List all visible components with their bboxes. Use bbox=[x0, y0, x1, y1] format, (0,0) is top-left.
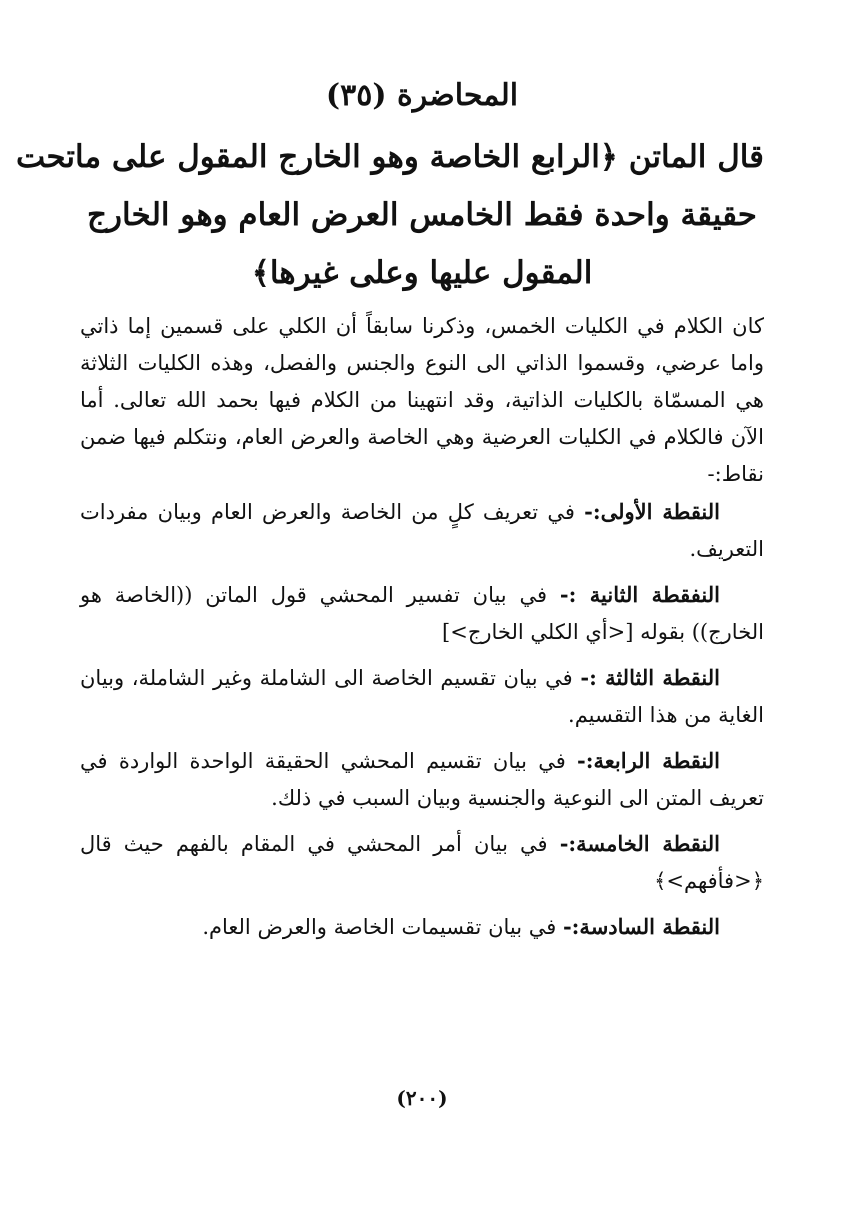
point-item-3 bbox=[80, 659, 764, 734]
point-label: النقطة الثالثة :- bbox=[580, 665, 720, 690]
matn-quote bbox=[15, 128, 764, 302]
point-text: في بيان تقسيم المحشي الحقيقة الواحدة الواردة في تعريف المتن الى النوعية والجنسية وبيان السبب في ذلك. bbox=[80, 749, 764, 810]
matn-line-2: حقيقة واحدة فقط الخامس العرض العام وهو الخارج bbox=[87, 197, 757, 233]
intro-paragraph: كان الكلام في الكليات الخمس، وذكرنا سابقاً أن الكلي على قسمين إما ذاتي واما عرضي، وقسموا الذاتي الى النوع والجنس والفصل، وهذه الكليات الثلاثة هي المسمّاة بالكليات الذاتية، وقد انتهينا من الكلام فيها بحمد الله تعالى. أما الآن فالكلام في الكليات العرضية وهي الخاصة والعرض العام، ونتكلم فيها ضمن نقاط:- bbox=[80, 314, 764, 486]
lecture-title: المحاضرة (٣٥) bbox=[325, 78, 519, 113]
points-list bbox=[80, 493, 764, 946]
point-item-5 bbox=[80, 825, 764, 900]
point-label: النفقطة الثانية :- bbox=[559, 582, 720, 607]
point-text: في تعريف كلٍ من الخاصة والعرض العام وبيان مفردات التعريف. bbox=[80, 500, 764, 561]
point-label: النقطة الأولى:- bbox=[584, 499, 721, 524]
page-number: (٢٠٠) bbox=[396, 1086, 448, 1110]
body-text bbox=[80, 308, 764, 493]
point-label: النقطة الرابعة:- bbox=[577, 748, 720, 773]
matn-line-1: قال الماتن ﴿الرابع الخاصة وهو الخارج المقول على ماتحت bbox=[15, 139, 764, 175]
point-text: في بيان تقسيم الخاصة الى الشاملة وغير الشاملة، وبيان الغاية من هذا التقسيم. bbox=[80, 666, 764, 727]
point-text: في بيان تقسيمات الخاصة والعرض العام. bbox=[202, 915, 563, 939]
point-item-6 bbox=[80, 908, 764, 946]
point-item-1 bbox=[80, 493, 764, 568]
matn-line-3: المقول عليها وعلى غيرها﴾ bbox=[251, 255, 593, 291]
point-text: في بيان تفسير المحشي قول الماتن ((الخاصة هو الخارج)) بقوله [<أي الكلي الخارج>] bbox=[80, 583, 764, 644]
point-label: النقطة السادسة:- bbox=[562, 914, 720, 939]
point-item-4 bbox=[80, 742, 764, 817]
point-label: النقطة الخامسة:- bbox=[559, 831, 721, 856]
point-text: في بيان أمر المحشي في المقام بالفهم حيث قال ﴿<فأفهم>﴾ bbox=[80, 832, 764, 893]
point-item-2 bbox=[80, 576, 764, 651]
